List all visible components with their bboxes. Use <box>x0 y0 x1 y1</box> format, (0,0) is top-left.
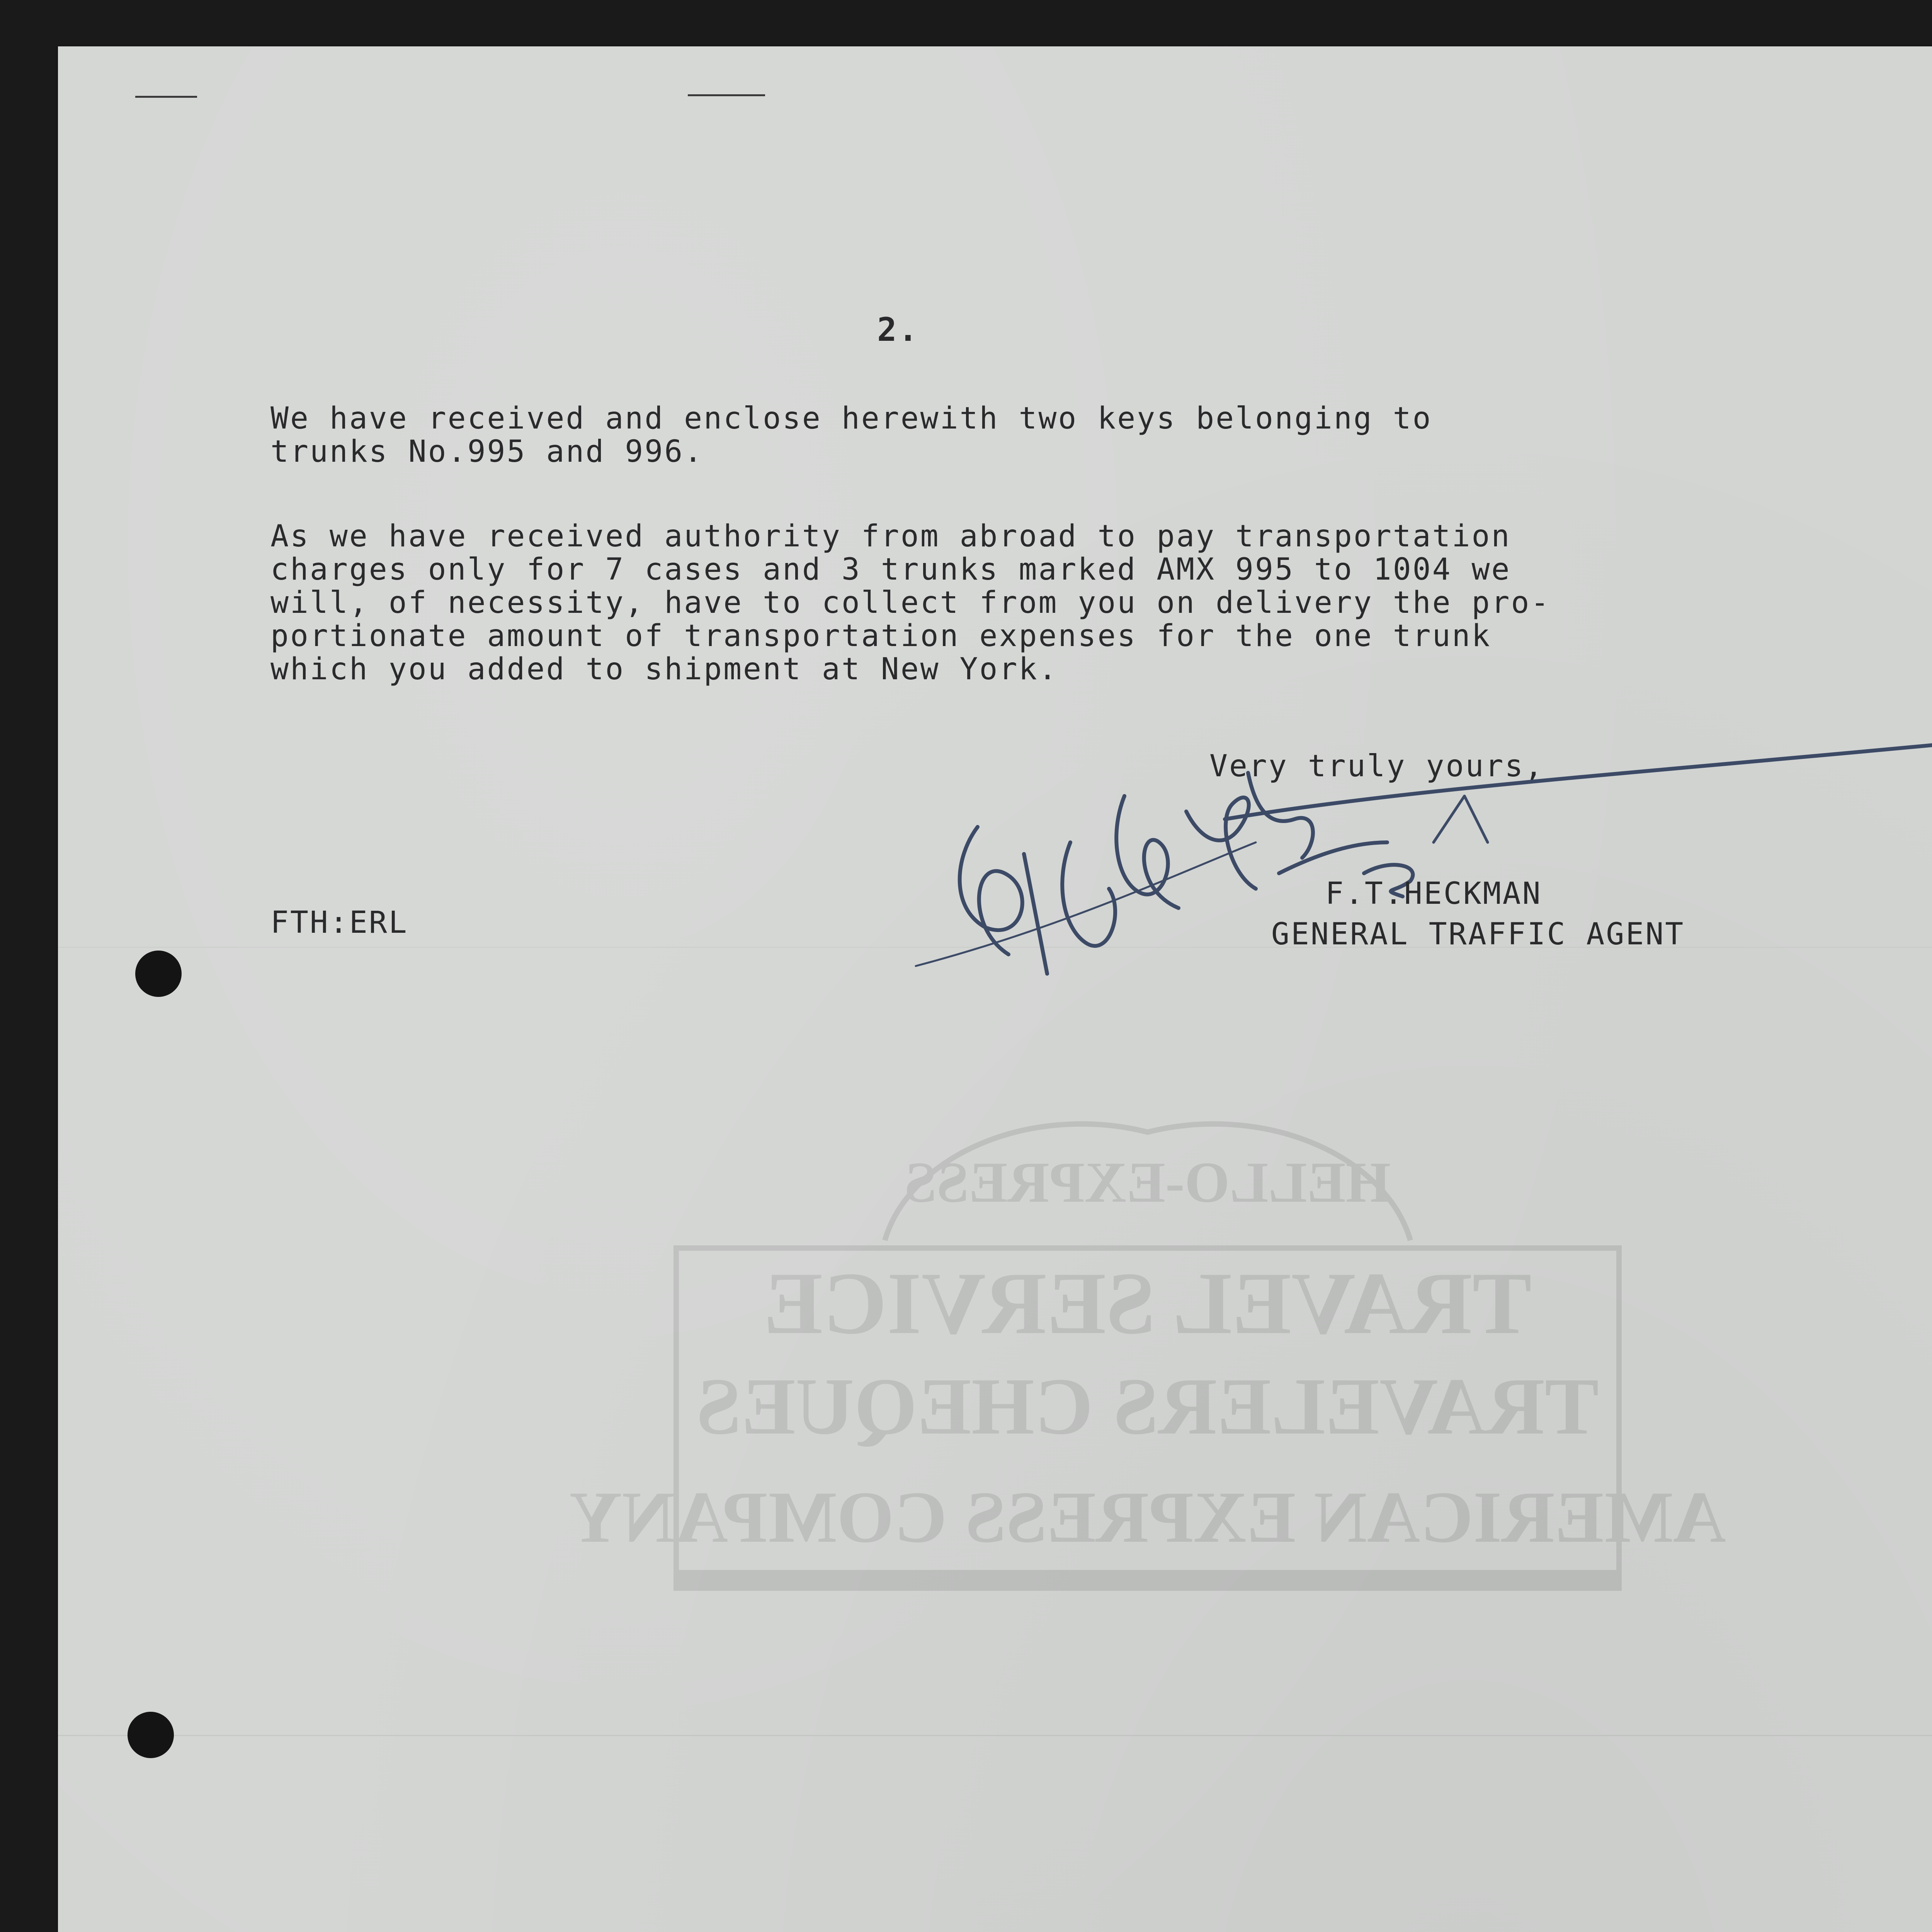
letter-page <box>58 46 1932 1932</box>
punch-hole <box>128 1712 174 1758</box>
punch-hole <box>135 951 182 997</box>
watermark-line: TRAVELERS CHEQUES <box>696 1362 1599 1451</box>
reference-initials: FTH:ERL <box>270 905 408 940</box>
watermark-line: TRAVEL SERVICE <box>763 1254 1532 1352</box>
watermark-line: HELLO-EXPRESS <box>904 1150 1391 1214</box>
watermark-line: AMERICAN EXPRESS COMPANY <box>569 1477 1726 1558</box>
page-number: 2. <box>877 311 920 349</box>
paragraph-charges: As we have received authority from abroad to pay transportation charges only for 7 cases and 3 trunks marked AMX 995 to 1004 we will, of necessity, have to collect from you on delivery the pro- portionate amount of transportation expenses for the one trunk which you added to shipment at New York. <box>270 519 1551 687</box>
signer-title: GENERAL TRAFFIC AGENT <box>1271 917 1685 952</box>
staple-mark <box>135 96 197 98</box>
closing-line: Very truly yours, <box>1209 749 1544 784</box>
paper-fold-line <box>58 1735 1932 1736</box>
signer-name: F.T.HECKMAN <box>1325 876 1542 911</box>
watermark-seal <box>569 1039 1726 1600</box>
staple-mark <box>688 94 765 96</box>
paragraph-keys: We have received and enclose herewith two keys belonging to trunks No.995 and 996. <box>270 401 1432 469</box>
